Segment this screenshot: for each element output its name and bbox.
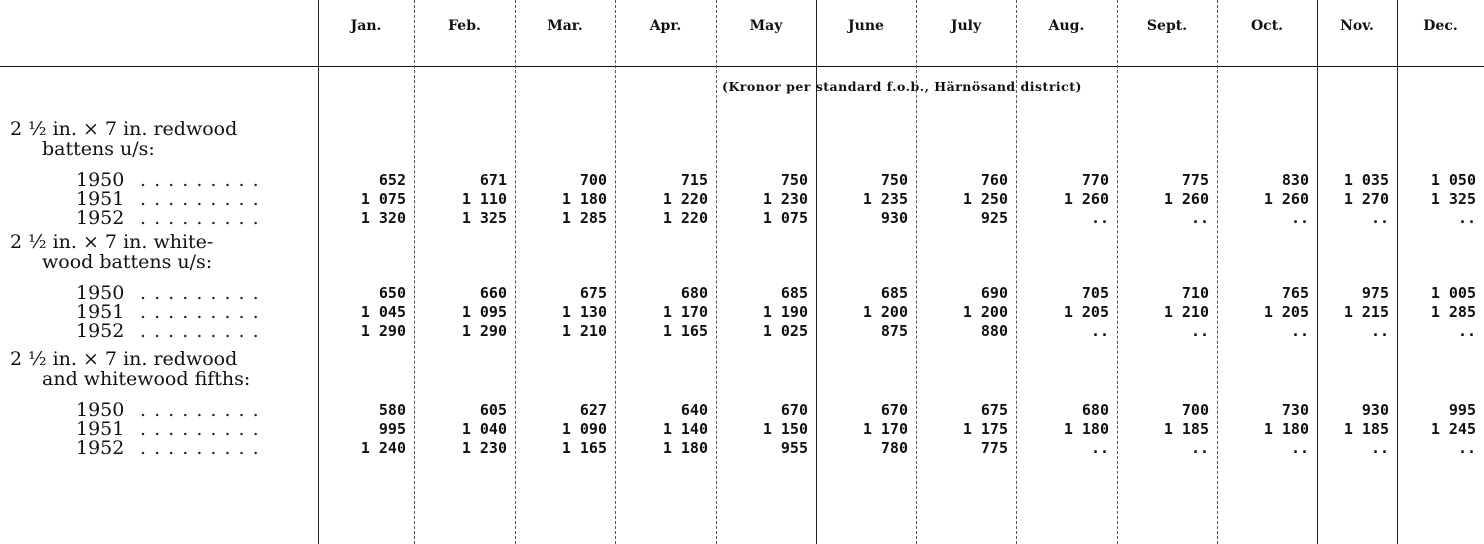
table-cell: 1 045 [360, 303, 406, 321]
section-label-continued: wood battens u/s: [42, 251, 213, 273]
month-header: June [848, 18, 884, 34]
column-divider [615, 0, 616, 544]
table-cell: 650 [378, 284, 406, 302]
month-header: Jan. [350, 18, 382, 34]
table-cell: 1 150 [762, 420, 808, 438]
table-cell: 1 205 [1263, 303, 1309, 321]
table-cell: 1 180 [1063, 420, 1109, 438]
leader-dots: . . . . . . . . . [140, 207, 260, 229]
table-cell: 1 140 [662, 420, 708, 438]
table-cell: 775 [1181, 171, 1209, 189]
table-cell: 1 165 [662, 322, 708, 340]
table-cell: 775 [980, 439, 1008, 457]
table-cell: 1 130 [561, 303, 607, 321]
column-divider [1016, 0, 1017, 544]
table-cell: .. [1090, 322, 1109, 340]
header-rule [0, 66, 1484, 67]
table-cell: 1 325 [461, 209, 507, 227]
table-cell: 700 [1181, 401, 1209, 419]
table-cell: .. [1370, 439, 1389, 457]
month-header: Nov. [1340, 18, 1374, 34]
table-cell: 685 [880, 284, 908, 302]
table-cell: .. [1457, 209, 1476, 227]
table-cell: 690 [980, 284, 1008, 302]
table-cell: 1 180 [1263, 420, 1309, 438]
table-cell: 1 165 [561, 439, 607, 457]
table-cell: 1 220 [662, 209, 708, 227]
leader-dots: . . . . . . . . . [140, 320, 260, 342]
table-cell: 1 320 [360, 209, 406, 227]
table-cell: 652 [378, 171, 406, 189]
table-cell: 1 220 [662, 190, 708, 208]
month-header: July [950, 18, 982, 34]
table-cell: 880 [980, 322, 1008, 340]
month-header: Feb. [448, 18, 481, 34]
table-cell: 1 185 [1163, 420, 1209, 438]
table-cell: 715 [680, 171, 708, 189]
leader-dots: . . . . . . . . . [140, 301, 260, 323]
table-cell: 700 [579, 171, 607, 189]
table-cell: 675 [579, 284, 607, 302]
section-label-continued: battens u/s: [42, 138, 155, 160]
table-cell: 605 [479, 401, 507, 419]
month-header: Dec. [1423, 18, 1458, 34]
column-divider [318, 0, 319, 544]
table-cell: 1 260 [1163, 190, 1209, 208]
table-cell: .. [1290, 322, 1309, 340]
table-cell: 1 285 [561, 209, 607, 227]
table-cell: 670 [780, 401, 808, 419]
table-cell: 955 [780, 439, 808, 457]
table-cell: 925 [980, 209, 1008, 227]
year-label: 1952 [76, 320, 125, 342]
table-cell: 580 [378, 401, 406, 419]
leader-dots: . . . . . . . . . [140, 399, 260, 421]
table-cell: 671 [479, 171, 507, 189]
table-cell: 1 205 [1063, 303, 1109, 321]
section-label-continued: and whitewood fifths: [42, 368, 251, 390]
table-cell: 627 [579, 401, 607, 419]
table-cell: 685 [780, 284, 808, 302]
section-label: 2 ½ in. × 7 in. white- [10, 231, 214, 253]
table-cell: 995 [378, 420, 406, 438]
table-cell: 930 [1361, 401, 1389, 419]
table-cell: 1 290 [360, 322, 406, 340]
table-cell: 1 245 [1430, 420, 1476, 438]
table-cell: 750 [880, 171, 908, 189]
table-cell: .. [1090, 209, 1109, 227]
column-divider [1317, 0, 1318, 544]
table-cell: 1 200 [962, 303, 1008, 321]
table-cell: .. [1190, 209, 1209, 227]
table-cell: 1 270 [1343, 190, 1389, 208]
leader-dots: . . . . . . . . . [140, 282, 260, 304]
table-cell: 1 035 [1343, 171, 1389, 189]
table-cell: 680 [1081, 401, 1109, 419]
month-header: Apr. [649, 18, 682, 34]
table-cell: 975 [1361, 284, 1389, 302]
table-cell: 1 075 [762, 209, 808, 227]
year-label: 1951 [76, 188, 125, 210]
table-cell: 1 180 [561, 190, 607, 208]
column-divider [1117, 0, 1118, 544]
table-cell: .. [1457, 322, 1476, 340]
table-cell: 730 [1281, 401, 1309, 419]
table-cell: .. [1190, 322, 1209, 340]
table-cell: 765 [1281, 284, 1309, 302]
table-cell: 1 285 [1430, 303, 1476, 321]
leader-dots: . . . . . . . . . [140, 188, 260, 210]
table-cell: 750 [780, 171, 808, 189]
year-label: 1950 [76, 282, 125, 304]
table-cell: 875 [880, 322, 908, 340]
column-divider [414, 0, 415, 544]
table-cell: 1 075 [360, 190, 406, 208]
table-cell: 1 005 [1430, 284, 1476, 302]
table-cell: 640 [680, 401, 708, 419]
table-cell: 710 [1181, 284, 1209, 302]
column-divider [916, 0, 917, 544]
table-cell: 1 215 [1343, 303, 1389, 321]
table-cell: 1 235 [862, 190, 908, 208]
table-cell: 705 [1081, 284, 1109, 302]
table-cell: 1 175 [962, 420, 1008, 438]
year-label: 1951 [76, 418, 125, 440]
table-cell: 1 230 [762, 190, 808, 208]
table-cell: 1 250 [962, 190, 1008, 208]
leader-dots: . . . . . . . . . [140, 169, 260, 191]
table-cell: 660 [479, 284, 507, 302]
column-divider [1217, 0, 1218, 544]
table-cell: 1 230 [461, 439, 507, 457]
table-cell: 760 [980, 171, 1008, 189]
leader-dots: . . . . . . . . . [140, 418, 260, 440]
table-cell: .. [1457, 439, 1476, 457]
table-cell: 1 110 [461, 190, 507, 208]
table-cell: 1 210 [561, 322, 607, 340]
table-cell: .. [1370, 209, 1389, 227]
table-cell: 670 [880, 401, 908, 419]
table-cell: 780 [880, 439, 908, 457]
units-note: (Kronor per standard f.o.b., Härnösand district) [722, 79, 1082, 94]
table-cell: 1 040 [461, 420, 507, 438]
column-divider [515, 0, 516, 544]
table-cell: 1 050 [1430, 171, 1476, 189]
table-cell: 1 200 [862, 303, 908, 321]
table-cell: 1 210 [1163, 303, 1209, 321]
year-label: 1952 [76, 207, 125, 229]
month-header: Aug. [1048, 18, 1085, 34]
column-divider [816, 0, 817, 544]
table-cell: 1 090 [561, 420, 607, 438]
month-header: Mar. [547, 18, 583, 34]
table-cell: 1 190 [762, 303, 808, 321]
table-cell: .. [1190, 439, 1209, 457]
table-cell: 1 290 [461, 322, 507, 340]
column-divider [1397, 0, 1398, 544]
table-cell: 1 260 [1063, 190, 1109, 208]
table-cell: .. [1290, 209, 1309, 227]
table-cell: .. [1370, 322, 1389, 340]
month-header: May [749, 18, 783, 34]
leader-dots: . . . . . . . . . [140, 437, 260, 459]
table-cell: 1 170 [662, 303, 708, 321]
section-label: 2 ½ in. × 7 in. redwood [10, 118, 238, 140]
table-cell: 830 [1281, 171, 1309, 189]
table-cell: 995 [1448, 401, 1476, 419]
year-label: 1952 [76, 437, 125, 459]
year-label: 1950 [76, 169, 125, 191]
year-label: 1951 [76, 301, 125, 323]
month-header: Sept. [1146, 18, 1188, 34]
section-label: 2 ½ in. × 7 in. redwood [10, 348, 238, 370]
table-cell: 680 [680, 284, 708, 302]
table-cell: 1 240 [360, 439, 406, 457]
table-cell: 1 170 [862, 420, 908, 438]
table-cell: 1 095 [461, 303, 507, 321]
table-cell: 930 [880, 209, 908, 227]
table-cell: 1 025 [762, 322, 808, 340]
table-cell: 675 [980, 401, 1008, 419]
table-cell: 770 [1081, 171, 1109, 189]
table-cell: 1 180 [662, 439, 708, 457]
table-cell: 1 325 [1430, 190, 1476, 208]
table-cell: .. [1290, 439, 1309, 457]
month-header: Oct. [1250, 18, 1284, 34]
column-divider [716, 0, 717, 544]
year-label: 1950 [76, 399, 125, 421]
table-cell: .. [1090, 439, 1109, 457]
table-cell: 1 185 [1343, 420, 1389, 438]
table-cell: 1 260 [1263, 190, 1309, 208]
